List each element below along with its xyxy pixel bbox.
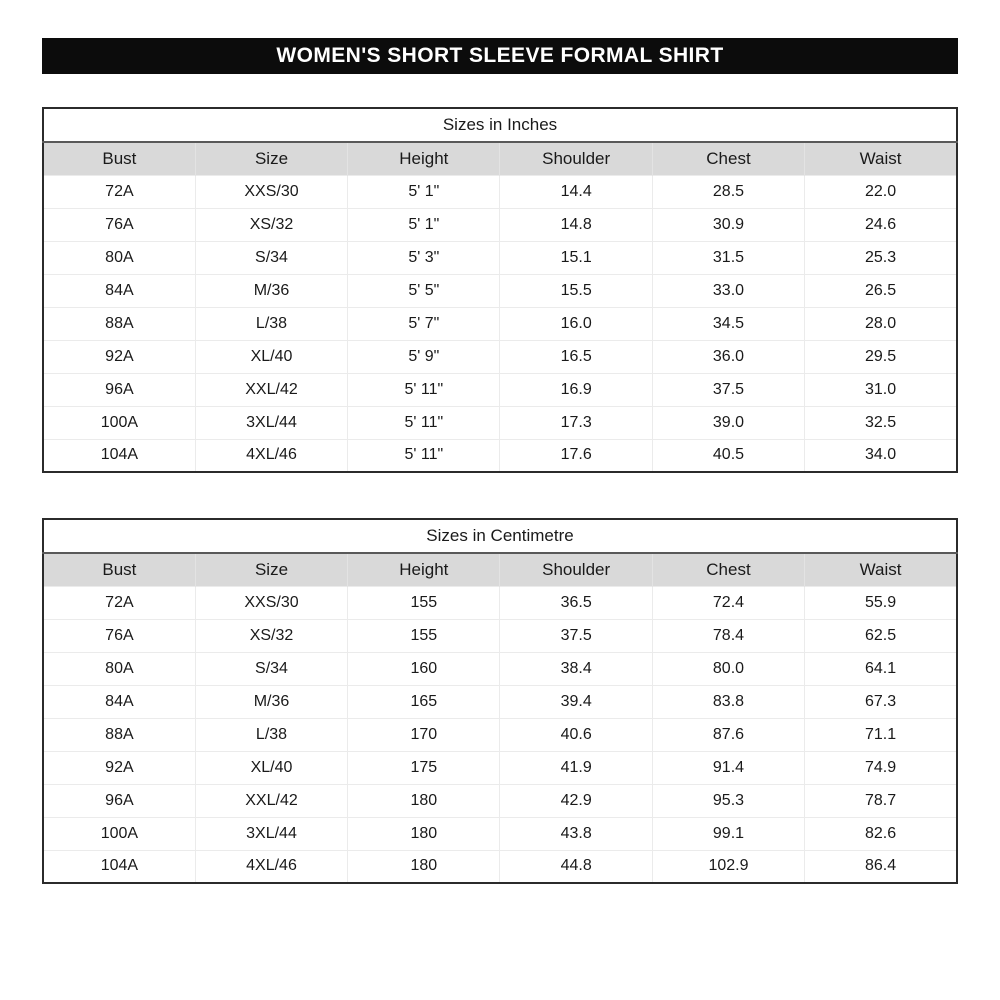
- table-cell: S/34: [195, 241, 347, 274]
- column-header: Waist: [805, 142, 957, 175]
- table-row: [43, 340, 957, 373]
- table-cell: 102.9: [652, 850, 804, 883]
- table-cell: 80A: [43, 241, 195, 274]
- table-cell: 170: [348, 718, 500, 751]
- table-cell: 100A: [43, 817, 195, 850]
- table-cell: 55.9: [805, 586, 957, 619]
- table-cell: 88A: [43, 718, 195, 751]
- table-cell: 155: [348, 619, 500, 652]
- table-cell: 76A: [43, 619, 195, 652]
- table-cell: 96A: [43, 784, 195, 817]
- table-cell: 36.5: [500, 586, 652, 619]
- table-cell: 180: [348, 817, 500, 850]
- table-cell: S/34: [195, 652, 347, 685]
- table-cell: 165: [348, 685, 500, 718]
- table-cell: 40.5: [652, 439, 804, 472]
- table-cell: 31.5: [652, 241, 804, 274]
- inches-size-table: [42, 107, 958, 473]
- table-row: [43, 784, 957, 817]
- table-cell: 17.3: [500, 406, 652, 439]
- table-cell: 72.4: [652, 586, 804, 619]
- column-header: Chest: [652, 142, 804, 175]
- table-cell: 25.3: [805, 241, 957, 274]
- table-row: [43, 307, 957, 340]
- table-cell: 72A: [43, 586, 195, 619]
- column-header: Height: [348, 553, 500, 586]
- table-cell: 36.0: [652, 340, 804, 373]
- column-header: Size: [195, 553, 347, 586]
- column-header: Bust: [43, 142, 195, 175]
- table-cell: 95.3: [652, 784, 804, 817]
- table-cell: 17.6: [500, 439, 652, 472]
- table-cell: 14.4: [500, 175, 652, 208]
- table-cell: 16.0: [500, 307, 652, 340]
- table-cell: XL/40: [195, 340, 347, 373]
- table-cell: 29.5: [805, 340, 957, 373]
- table-cell: 38.4: [500, 652, 652, 685]
- table-cell: 3XL/44: [195, 406, 347, 439]
- table-cell: 33.0: [652, 274, 804, 307]
- table-header-row: [43, 142, 957, 175]
- table-cell: 26.5: [805, 274, 957, 307]
- column-header: Shoulder: [500, 142, 652, 175]
- table-cell: 91.4: [652, 751, 804, 784]
- column-header: Size: [195, 142, 347, 175]
- table-cell: 175: [348, 751, 500, 784]
- table-cell: 41.9: [500, 751, 652, 784]
- table-cell: 39.0: [652, 406, 804, 439]
- table-cell: XXS/30: [195, 175, 347, 208]
- table-cell: 15.1: [500, 241, 652, 274]
- table-cell: 32.5: [805, 406, 957, 439]
- table-cell: 104A: [43, 439, 195, 472]
- table-cell: XXS/30: [195, 586, 347, 619]
- table-cell: 5' 9": [348, 340, 500, 373]
- table-row: [43, 208, 957, 241]
- table-title-row: [43, 519, 957, 553]
- table-cell: 14.8: [500, 208, 652, 241]
- table-cell: 37.5: [500, 619, 652, 652]
- table-cell: 37.5: [652, 373, 804, 406]
- table-cell: 82.6: [805, 817, 957, 850]
- table-row: [43, 406, 957, 439]
- table-cell: 67.3: [805, 685, 957, 718]
- table-cell: 180: [348, 850, 500, 883]
- table-row: [43, 619, 957, 652]
- table-cell: 83.8: [652, 685, 804, 718]
- table-row: [43, 586, 957, 619]
- table-cell: 104A: [43, 850, 195, 883]
- table-cell: 72A: [43, 175, 195, 208]
- table-cell: XS/32: [195, 619, 347, 652]
- table-cell: 76A: [43, 208, 195, 241]
- table-row: [43, 817, 957, 850]
- column-header: Shoulder: [500, 553, 652, 586]
- table-cell: 31.0: [805, 373, 957, 406]
- table-cell: 92A: [43, 751, 195, 784]
- table-row: [43, 652, 957, 685]
- table-cell: 34.0: [805, 439, 957, 472]
- table-row: [43, 274, 957, 307]
- table-cell: 22.0: [805, 175, 957, 208]
- table-cell: 96A: [43, 373, 195, 406]
- table-cell: 16.5: [500, 340, 652, 373]
- table-cell: 28.0: [805, 307, 957, 340]
- product-title-bar: [42, 38, 958, 74]
- table-cell: 80A: [43, 652, 195, 685]
- table-cell: 155: [348, 586, 500, 619]
- table-cell: 4XL/46: [195, 439, 347, 472]
- column-header: Waist: [805, 553, 957, 586]
- table-cell: 80.0: [652, 652, 804, 685]
- table-cell: 84A: [43, 685, 195, 718]
- table-cell: 16.9: [500, 373, 652, 406]
- table-cell: 4XL/46: [195, 850, 347, 883]
- column-header: Bust: [43, 553, 195, 586]
- table-cell: 40.6: [500, 718, 652, 751]
- table-cell: XXL/42: [195, 373, 347, 406]
- column-header: Chest: [652, 553, 804, 586]
- table-row: [43, 439, 957, 472]
- table-cell: 15.5: [500, 274, 652, 307]
- table-cell: 84A: [43, 274, 195, 307]
- table-cell: 5' 1": [348, 175, 500, 208]
- table-cell: 86.4: [805, 850, 957, 883]
- table-cell: 5' 7": [348, 307, 500, 340]
- table-cell: 99.1: [652, 817, 804, 850]
- table-cell: 44.8: [500, 850, 652, 883]
- table-cell: 78.4: [652, 619, 804, 652]
- table-cell: 28.5: [652, 175, 804, 208]
- product-title: WOMEN'S SHORT SLEEVE FORMAL SHIRT: [276, 44, 724, 67]
- table-cell: 92A: [43, 340, 195, 373]
- table-cell: 87.6: [652, 718, 804, 751]
- table-cell: 5' 1": [348, 208, 500, 241]
- table-row: [43, 241, 957, 274]
- centimetre-size-table: [42, 518, 958, 884]
- table-title: Sizes in Centimetre: [43, 519, 957, 553]
- column-header: Height: [348, 142, 500, 175]
- table-cell: 5' 11": [348, 406, 500, 439]
- table-cell: 160: [348, 652, 500, 685]
- table-header-row: [43, 553, 957, 586]
- table-row: [43, 850, 957, 883]
- table-cell: 30.9: [652, 208, 804, 241]
- table-cell: XXL/42: [195, 784, 347, 817]
- table-title: Sizes in Inches: [43, 108, 957, 142]
- table-cell: M/36: [195, 685, 347, 718]
- table-cell: 71.1: [805, 718, 957, 751]
- table-row: [43, 751, 957, 784]
- table-cell: 43.8: [500, 817, 652, 850]
- table-row: [43, 685, 957, 718]
- table-cell: 180: [348, 784, 500, 817]
- table-cell: 62.5: [805, 619, 957, 652]
- table-row: [43, 373, 957, 406]
- table-cell: 24.6: [805, 208, 957, 241]
- table-cell: L/38: [195, 307, 347, 340]
- table-cell: XS/32: [195, 208, 347, 241]
- table-row: [43, 175, 957, 208]
- table-cell: 5' 11": [348, 439, 500, 472]
- table-cell: 74.9: [805, 751, 957, 784]
- table-row: [43, 718, 957, 751]
- table-title-row: [43, 108, 957, 142]
- table-cell: XL/40: [195, 751, 347, 784]
- table-cell: 34.5: [652, 307, 804, 340]
- table-cell: 3XL/44: [195, 817, 347, 850]
- table-cell: 42.9: [500, 784, 652, 817]
- table-cell: 39.4: [500, 685, 652, 718]
- table-cell: 5' 5": [348, 274, 500, 307]
- table-cell: 100A: [43, 406, 195, 439]
- table-cell: L/38: [195, 718, 347, 751]
- table-cell: 78.7: [805, 784, 957, 817]
- table-cell: 5' 11": [348, 373, 500, 406]
- table-cell: 5' 3": [348, 241, 500, 274]
- table-cell: 88A: [43, 307, 195, 340]
- table-cell: 64.1: [805, 652, 957, 685]
- table-cell: M/36: [195, 274, 347, 307]
